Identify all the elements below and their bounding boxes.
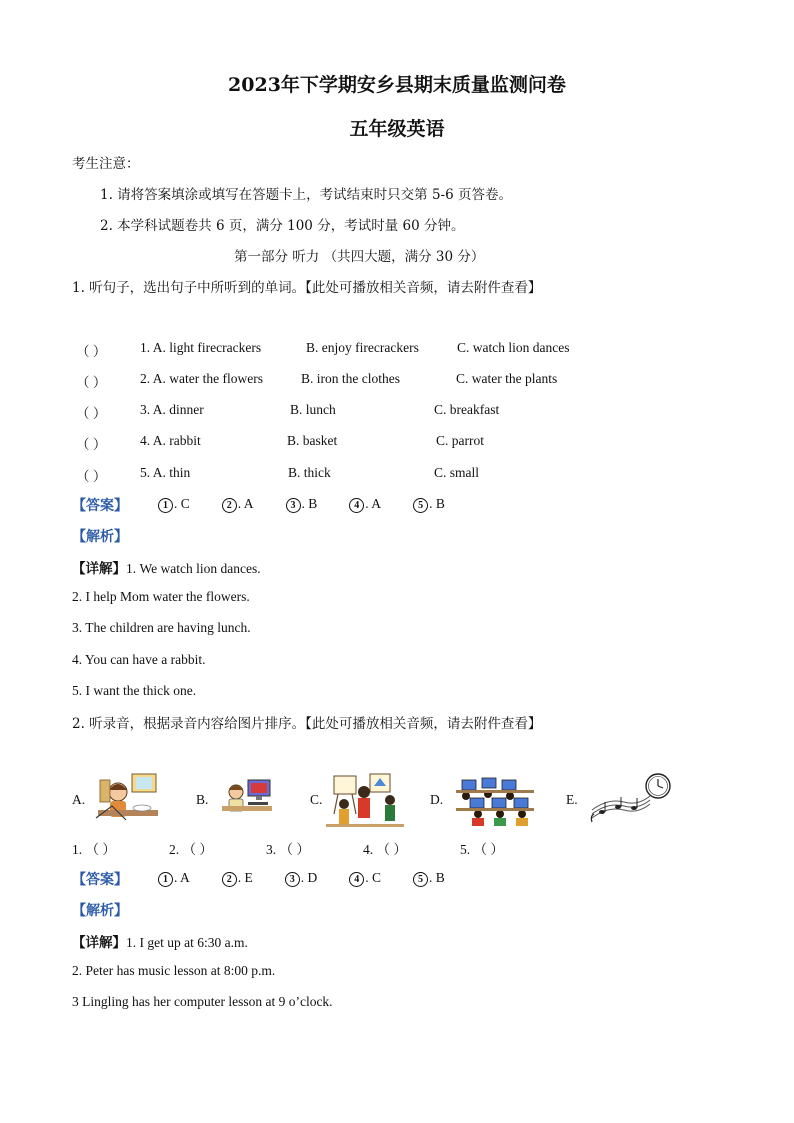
option-b: B. enjoy firecrackers [306, 340, 419, 355]
circled-number: 5 [413, 872, 428, 887]
q2-blanks [72, 838, 557, 858]
circled-number: 3 [286, 498, 301, 513]
music-clock-scene-icon [588, 770, 674, 826]
computer-scene-icon [218, 776, 276, 820]
analysis-label: 【解析】 [72, 529, 128, 545]
computer-class-scene-icon [456, 772, 534, 828]
answer-value: . A [237, 496, 254, 511]
q1-detail-2: 2. I help Mom water the flowers. [72, 589, 250, 604]
answer-item [285, 870, 318, 887]
q2-detail-2: 2. Peter has music lesson at 8:00 p.m. [72, 963, 276, 978]
note-item-2: 2. 本学科试题卷共 6 页，满分 100 分，考试时量 60 分钟。 [100, 218, 465, 234]
answer-value: . B [429, 496, 445, 511]
answer-value: . C [174, 496, 190, 511]
art-class-scene-icon [326, 770, 404, 830]
blank-2: 2. （ ） [169, 842, 213, 857]
answer-blank: （ ） [76, 437, 107, 452]
circled-number: 4 [349, 872, 364, 887]
picture-letter: D. [430, 792, 444, 807]
detail-label: 【详解】 [72, 935, 126, 951]
option-a: 1. A. light firecrackers [140, 340, 262, 355]
option-c: C. parrot [436, 433, 484, 448]
answer-value: . A [174, 870, 190, 885]
option-c: C. water the plants [456, 371, 558, 386]
answer-label: 【答案】 [72, 498, 128, 514]
option-c: C. breakfast [434, 402, 500, 417]
page-subtitle: 五年级英语 [349, 118, 445, 140]
option-c: C. watch lion dances [457, 340, 570, 355]
blank-1: 1. （ ） [72, 842, 116, 857]
circled-number: 4 [349, 498, 364, 513]
circled-number: 1 [158, 498, 173, 513]
detail-label: 【详解】 [72, 561, 126, 577]
answer-item [413, 870, 445, 887]
picture-letter: A. [72, 792, 86, 807]
answer-item [349, 496, 381, 513]
option-a: 3. A. dinner [140, 402, 204, 417]
option-b: B. iron the clothes [301, 371, 400, 386]
answer-label: 【答案】 [72, 872, 128, 888]
note-item-1: 1. 请将答案填涂或填写在答题卡上，考试结束时只交第 5-6 页答卷。 [100, 187, 512, 203]
q1-detail-4: 4. You can have a rabbit. [72, 652, 206, 667]
q1-answers [158, 496, 477, 513]
option-b: B. basket [287, 433, 338, 448]
answer-blank: （ ） [76, 344, 107, 359]
answer-value: . C [365, 870, 382, 885]
answer-blank: （ ） [76, 375, 107, 390]
q2-detail-1 [72, 931, 248, 951]
q1-answer-line [72, 495, 128, 515]
section-title: 第一部分 听力 （共四大题，满分 30 分） [234, 249, 485, 265]
breakfast-scene-icon [92, 768, 164, 824]
answer-blank: （ ） [76, 406, 107, 421]
circled-number: 1 [158, 872, 173, 887]
answer-value: . B [301, 496, 318, 511]
answer-value: . D [300, 870, 318, 885]
q2-answers [158, 870, 477, 887]
q1-detail-1 [72, 557, 261, 577]
option-a: 4. A. rabbit [140, 433, 201, 448]
picture-letter: E. [566, 792, 578, 807]
blank-5: 5. （ ） [460, 842, 504, 857]
answer-value: . B [429, 870, 445, 885]
answer-value: . A [365, 496, 382, 511]
option-c: C. small [434, 465, 480, 480]
answer-item [222, 870, 253, 887]
detail-text: 1. I get up at 6:30 a.m. [126, 935, 248, 950]
q1-detail-5: 5. I want the thick one. [72, 683, 197, 698]
blank-3: 3. （ ） [266, 842, 310, 857]
q2-instruction: 2. 听录音，根据录音内容给图片排序。【此处可播放相关音频，请去附件查看】 [72, 716, 542, 732]
circled-number: 5 [413, 498, 428, 513]
option-a: 5. A. thin [140, 465, 191, 480]
circled-number: 2 [222, 498, 237, 513]
q2-detail-3: 3 Lingling has her computer lesson at 9 o’clock. [72, 994, 333, 1009]
option-a: 2. A. water the flowers [140, 371, 263, 386]
blank-4: 4. （ ） [363, 842, 407, 857]
page-title: 2023年下学期安乡县期末质量监测问卷 [228, 74, 566, 96]
detail-text: 1. We watch lion dances. [126, 561, 261, 576]
q1-instruction: 1. 听句子，选出句子中所听到的单词。【此处可播放相关音频，请去附件查看】 [72, 280, 542, 296]
circled-number: 3 [285, 872, 300, 887]
circled-number: 2 [222, 872, 237, 887]
q2-answer-line [72, 869, 128, 889]
answer-item [413, 496, 445, 513]
answer-item [158, 870, 190, 887]
answer-item [286, 496, 318, 513]
answer-item [349, 870, 381, 887]
analysis-label: 【解析】 [72, 903, 128, 919]
option-b: B. thick [288, 465, 331, 480]
option-b: B. lunch [290, 402, 336, 417]
notes-label: 考生注意： [72, 156, 140, 172]
answer-item [222, 496, 254, 513]
q1-detail-3: 3. The children are having lunch. [72, 620, 251, 635]
answer-blank: （ ） [76, 469, 107, 484]
answer-item [158, 496, 190, 513]
picture-letter: C. [310, 792, 323, 807]
picture-letter: B. [196, 792, 209, 807]
answer-value: . E [237, 870, 253, 885]
